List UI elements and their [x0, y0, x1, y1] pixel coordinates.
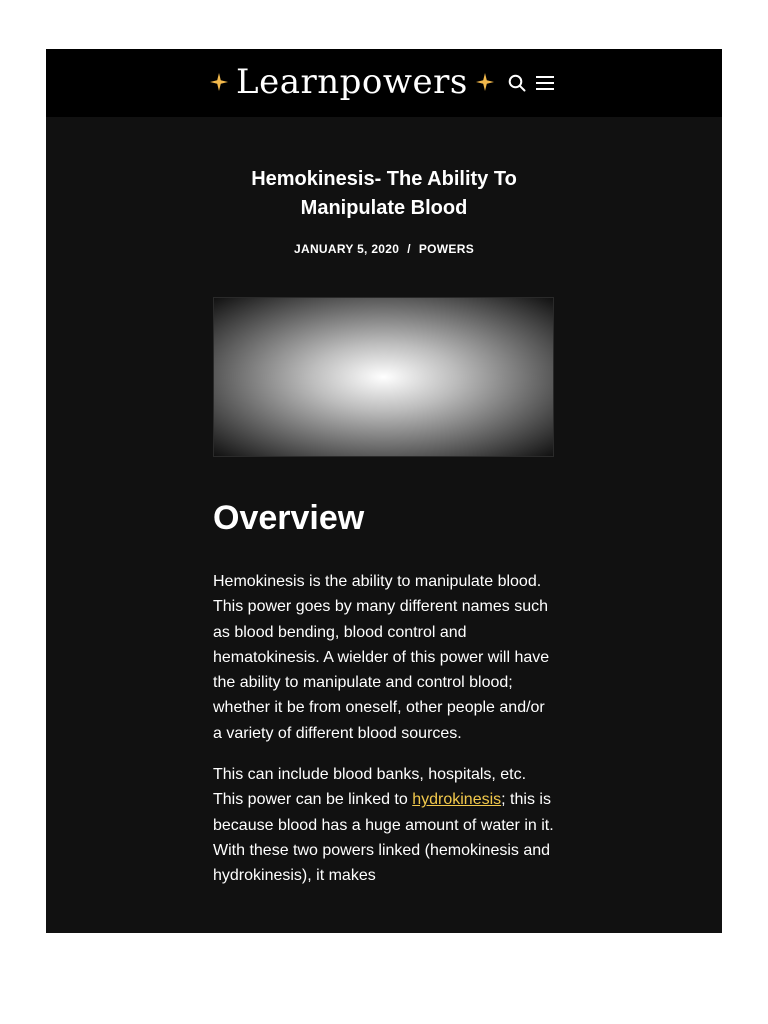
featured-image — [213, 297, 554, 457]
menu-button[interactable] — [535, 73, 555, 93]
hydrokinesis-link[interactable]: hydrokinesis — [412, 791, 502, 809]
sparkle-icon — [476, 73, 494, 91]
paragraph-text: ; this is because blood has a huge amount of water in it. With these two powers linked (hemokinesis and hydrokinesis), it makes — [213, 791, 554, 885]
search-button[interactable] — [507, 73, 527, 93]
page-frame — [46, 49, 722, 933]
post-date-link[interactable]: JANUARY 5, 2020 — [294, 242, 400, 256]
hamburger-menu-icon — [535, 73, 555, 93]
post-category-link[interactable]: POWERS — [418, 242, 474, 256]
meta-separator: / — [407, 242, 411, 256]
post-title: Hemokinesis- The Ability To Manipulate Blood — [251, 168, 517, 219]
article-paragraph: Hemokinesis is the ability to manipulate blood. This power goes by many different names such as blood bending, blood control and hematokinesis. A wielder of this power will have the ability to manipulate and control blood; whether it be from oneself, other people and/or a variety of different blood sources. — [213, 573, 550, 742]
site-logo-text: Learnpowers — [236, 62, 468, 102]
article-paragraph — [213, 762, 558, 888]
search-icon — [507, 73, 527, 93]
sparkle-icon — [210, 73, 228, 91]
paragraph-text: This can include blood banks, hospitals, etc. This power can be linked to — [213, 766, 527, 809]
section-heading: Overview — [213, 499, 365, 537]
article-body — [213, 495, 558, 905]
post-meta — [214, 242, 554, 256]
site-logo-link[interactable] — [210, 57, 494, 107]
site-header — [46, 49, 722, 117]
